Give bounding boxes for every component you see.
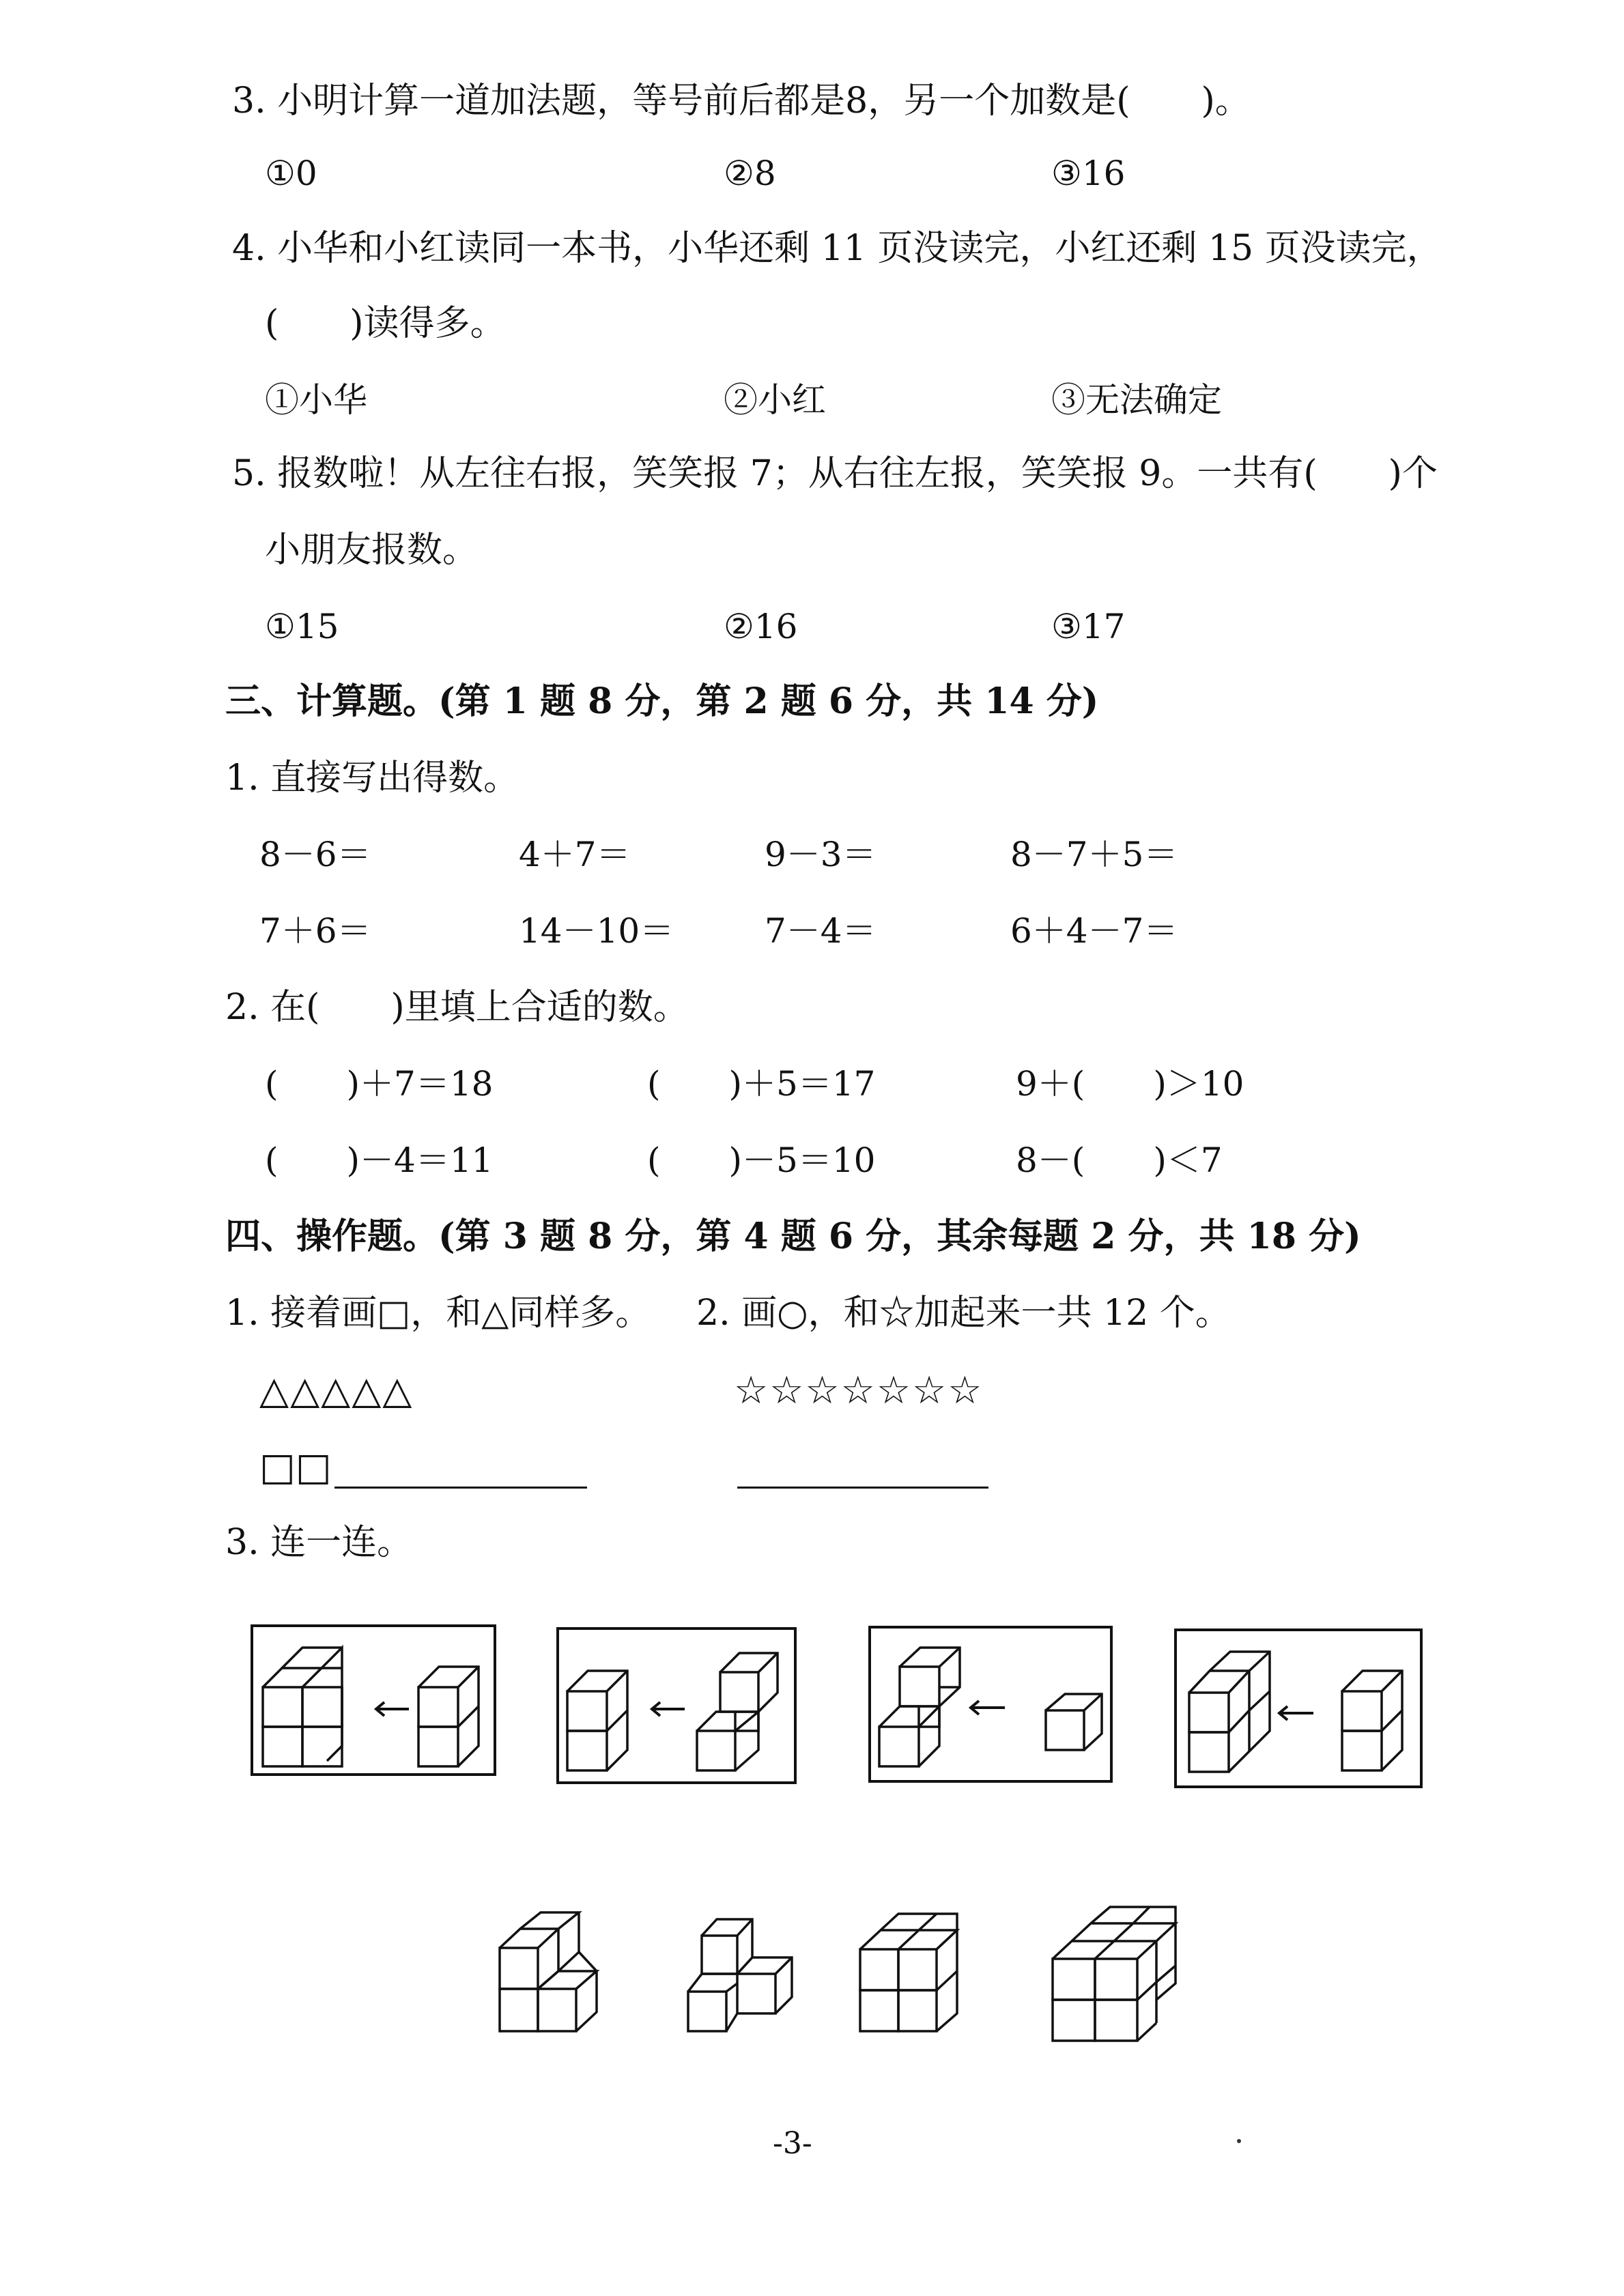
fill-blank-item: 9＋( )＞10 <box>1016 1064 1244 1104</box>
cube-figure-box-3 <box>868 1626 1113 1783</box>
fill-blank-item: ( )－5＝10 <box>647 1140 876 1180</box>
q5-stem-line1: 5. 报数啦！从左往右报，笑笑报 7；从右往左报，笑笑报 9。一共有( )个 <box>232 453 1438 494</box>
calc-item: 9－3＝ <box>765 835 877 874</box>
answer-line-squares <box>334 1487 587 1489</box>
calc-item: 8－7＋5＝ <box>1010 835 1178 874</box>
fill-blank-item: ( )＋5＝17 <box>647 1064 876 1104</box>
q4-option-1: ①小华 <box>265 380 367 420</box>
cube-figure-answer-3 <box>857 1911 973 2037</box>
section4-q1-title: 1. 接着画□，和△同样多。 <box>225 1293 651 1334</box>
cube-figure-box-2 <box>556 1627 797 1784</box>
section3-heading: 三、计算题。(第 1 题 8 分，第 2 题 6 分，共 14 分) <box>225 680 1099 722</box>
section3-q1-title: 1. 直接写出得数。 <box>225 758 519 799</box>
star-row: ☆☆☆☆☆☆☆ <box>734 1368 984 1413</box>
calc-item: 7－4＝ <box>765 911 877 951</box>
q4-option-2: ②小红 <box>724 380 826 420</box>
section4-heading: 四、操作题。(第 3 题 8 分，第 4 题 6 分，其余每题 2 分，共 18 分) <box>225 1216 1361 1257</box>
calc-item: 14－10＝ <box>519 911 674 951</box>
calc-item: 8－6＝ <box>259 835 371 874</box>
calc-item: 6＋4－7＝ <box>1010 911 1178 951</box>
q3-option-3: ③16 <box>1051 154 1126 193</box>
q5-option-1: ①15 <box>265 607 339 646</box>
q4-stem-line1: 4. 小华和小红读同一本书，小华还剩 11 页没读完，小红还剩 15 页没读完， <box>232 228 1442 269</box>
q4-option-3: ③无法确定 <box>1051 380 1222 420</box>
q3-stem: 3. 小明计算一道加法题，等号前后都是8，另一个加数是( )。 <box>232 81 1251 121</box>
fill-blank-item: ( )＋7＝18 <box>265 1064 494 1104</box>
cube-figure-answer-2 <box>685 1915 799 2037</box>
q5-stem-line2: 小朋友报数。 <box>265 530 479 571</box>
square-row: □□ <box>259 1445 332 1489</box>
section4-q3-title: 3. 连一连。 <box>225 1522 413 1563</box>
page-number: -3- <box>773 2126 812 2161</box>
section4-q2-title: 2. 画○，和☆加起来一共 12 个。 <box>696 1293 1231 1334</box>
fill-blank-item: ( )－4＝11 <box>265 1140 494 1180</box>
calc-item: 7＋6＝ <box>259 911 371 951</box>
cube-figure-answer-4 <box>1050 1904 1180 2045</box>
answer-line-circles <box>737 1487 988 1489</box>
q3-option-2: ②8 <box>724 154 776 193</box>
fill-blank-item: 8－( )＜7 <box>1016 1140 1223 1180</box>
calc-item: 4＋7＝ <box>519 835 631 874</box>
q5-option-2: ②16 <box>724 607 798 646</box>
q3-option-1: ①0 <box>265 154 317 193</box>
cube-figure-box-4 <box>1174 1628 1423 1788</box>
q4-stem-line2: ( )读得多。 <box>265 303 506 344</box>
scan-speck <box>1237 2139 1241 2143</box>
cube-figure-box-1 <box>251 1624 496 1776</box>
section3-q2-title: 2. 在( )里填上合适的数。 <box>225 987 689 1028</box>
q5-option-3: ③17 <box>1051 607 1126 646</box>
cube-figure-answer-1 <box>497 1910 613 2038</box>
triangle-row: △△△△△ <box>259 1368 414 1413</box>
